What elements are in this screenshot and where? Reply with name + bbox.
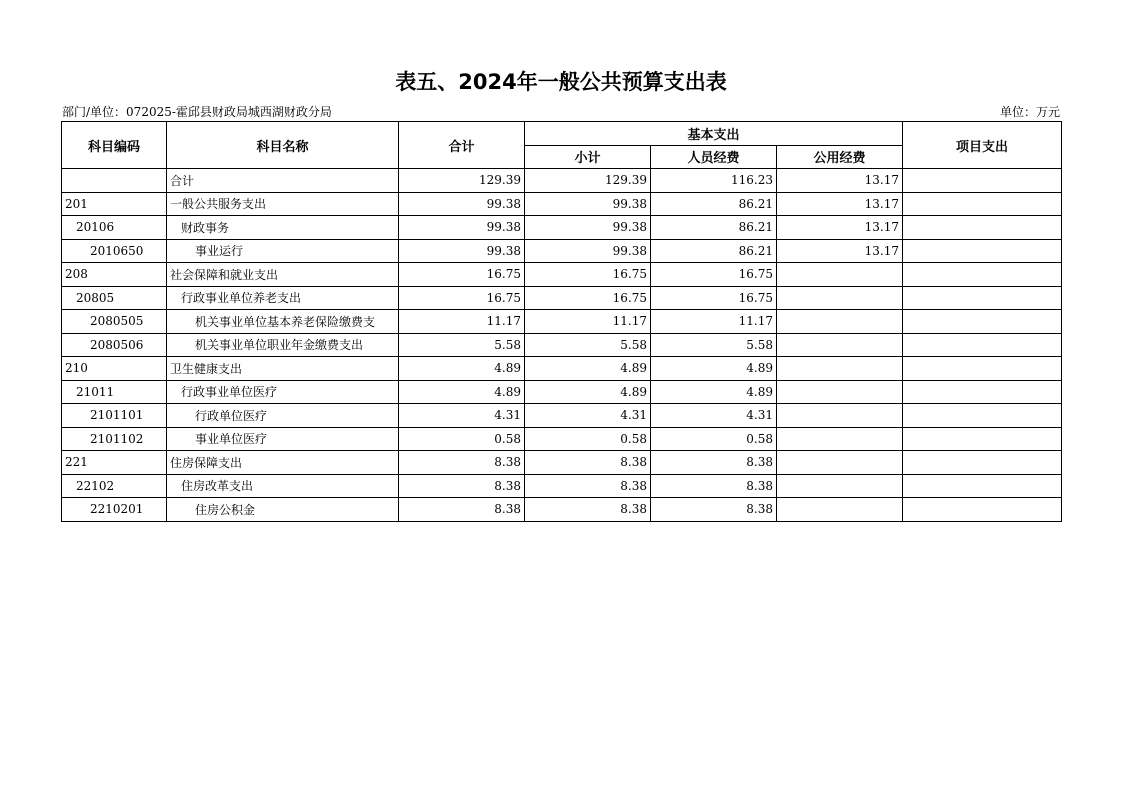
cell-public (777, 404, 903, 428)
cell-public (777, 263, 903, 287)
cell-total: 4.31 (399, 404, 525, 428)
cell-public (777, 451, 903, 475)
cell-subtotal: 99.38 (525, 192, 651, 216)
table-row (62, 263, 1062, 287)
cell-subtotal: 99.38 (525, 216, 651, 240)
cell-name: 事业单位医疗 (167, 427, 399, 451)
cell-personnel: 4.89 (651, 357, 777, 381)
cell-public (777, 474, 903, 498)
cell-total: 99.38 (399, 216, 525, 240)
cell-subtotal: 16.75 (525, 286, 651, 310)
cell-total: 99.38 (399, 192, 525, 216)
cell-project (903, 498, 1062, 522)
cell-name: 社会保障和就业支出 (167, 263, 399, 287)
header-basic: 基本支出 (525, 122, 903, 146)
cell-subtotal: 5.58 (525, 333, 651, 357)
cell-project (903, 333, 1062, 357)
cell-subtotal: 99.38 (525, 239, 651, 263)
cell-personnel: 4.89 (651, 380, 777, 404)
cell-personnel: 8.38 (651, 474, 777, 498)
cell-name: 住房改革支出 (167, 474, 399, 498)
cell-project (903, 263, 1062, 287)
cell-code: 210 (62, 357, 167, 381)
cell-name: 一般公共服务支出 (167, 192, 399, 216)
cell-code: 2101101 (62, 404, 167, 428)
cell-name: 财政事务 (167, 216, 399, 240)
header-total: 合计 (399, 122, 525, 169)
cell-code: 208 (62, 263, 167, 287)
cell-project (903, 310, 1062, 334)
cell-personnel: 86.21 (651, 216, 777, 240)
cell-name: 住房保障支出 (167, 451, 399, 475)
cell-personnel: 5.58 (651, 333, 777, 357)
cell-project (903, 239, 1062, 263)
cell-code: 2210201 (62, 498, 167, 522)
header-personnel: 人员经费 (651, 145, 777, 169)
cell-public (777, 380, 903, 404)
table-row (62, 404, 1062, 428)
cell-public: 13.17 (777, 239, 903, 263)
cell-total: 4.89 (399, 357, 525, 381)
header-project: 项目支出 (903, 122, 1062, 169)
table-body (62, 169, 1062, 522)
cell-project (903, 169, 1062, 193)
header-code: 科目编码 (62, 122, 167, 169)
cell-personnel: 0.58 (651, 427, 777, 451)
table-row (62, 286, 1062, 310)
cell-code: 2080505 (62, 310, 167, 334)
cell-project (903, 380, 1062, 404)
cell-code: 21011 (62, 380, 167, 404)
cell-total: 4.89 (399, 380, 525, 404)
cell-project (903, 357, 1062, 381)
cell-total: 16.75 (399, 263, 525, 287)
unit-label: 单位：万元 (999, 105, 1060, 119)
table-row (62, 310, 1062, 334)
cell-project (903, 451, 1062, 475)
table-header (62, 122, 1062, 169)
cell-public (777, 427, 903, 451)
cell-code: 2101102 (62, 427, 167, 451)
cell-public: 13.17 (777, 192, 903, 216)
header-subtotal: 小计 (525, 145, 651, 169)
header-row (62, 122, 1062, 146)
cell-total: 16.75 (399, 286, 525, 310)
cell-public (777, 310, 903, 334)
cell-name: 机关事业单位基本养老保险缴费支 (167, 310, 399, 334)
cell-name: 事业运行 (167, 239, 399, 263)
cell-personnel: 8.38 (651, 498, 777, 522)
cell-total: 99.38 (399, 239, 525, 263)
page-title: 表五、2024年一般公共预算支出表 (395, 70, 727, 94)
table-row (62, 216, 1062, 240)
cell-public (777, 498, 903, 522)
cell-personnel: 86.21 (651, 192, 777, 216)
cell-name: 行政事业单位养老支出 (167, 286, 399, 310)
cell-personnel: 4.31 (651, 404, 777, 428)
table-row (62, 451, 1062, 475)
cell-subtotal: 129.39 (525, 169, 651, 193)
cell-total: 8.38 (399, 451, 525, 475)
cell-code: 221 (62, 451, 167, 475)
cell-code: 20106 (62, 216, 167, 240)
cell-code: 2080506 (62, 333, 167, 357)
cell-personnel: 16.75 (651, 286, 777, 310)
cell-subtotal: 0.58 (525, 427, 651, 451)
table-row (62, 192, 1062, 216)
table-row (62, 239, 1062, 263)
cell-public (777, 333, 903, 357)
cell-personnel: 11.17 (651, 310, 777, 334)
cell-project (903, 192, 1062, 216)
cell-personnel: 86.21 (651, 239, 777, 263)
cell-code: 20805 (62, 286, 167, 310)
cell-name: 合计 (167, 169, 399, 193)
cell-subtotal: 8.38 (525, 474, 651, 498)
table-row (62, 169, 1062, 193)
cell-total: 11.17 (399, 310, 525, 334)
cell-name: 行政单位医疗 (167, 404, 399, 428)
cell-code (62, 169, 167, 193)
table-row (62, 427, 1062, 451)
cell-code: 201 (62, 192, 167, 216)
cell-total: 0.58 (399, 427, 525, 451)
cell-code: 22102 (62, 474, 167, 498)
table-row (62, 498, 1062, 522)
cell-public: 13.17 (777, 216, 903, 240)
cell-name: 机关事业单位职业年金缴费支出 (167, 333, 399, 357)
cell-total: 129.39 (399, 169, 525, 193)
department-label: 部门/单位：072025-霍邱县财政局城西湖财政分局 (62, 105, 332, 119)
cell-project (903, 216, 1062, 240)
cell-total: 5.58 (399, 333, 525, 357)
cell-public (777, 286, 903, 310)
table-row (62, 474, 1062, 498)
cell-total: 8.38 (399, 498, 525, 522)
header-name: 科目名称 (167, 122, 399, 169)
cell-project (903, 404, 1062, 428)
table-row (62, 357, 1062, 381)
cell-name: 住房公积金 (167, 498, 399, 522)
cell-subtotal: 4.89 (525, 357, 651, 381)
cell-personnel: 116.23 (651, 169, 777, 193)
cell-project (903, 427, 1062, 451)
cell-subtotal: 8.38 (525, 451, 651, 475)
budget-table (61, 121, 1062, 522)
cell-name: 行政事业单位医疗 (167, 380, 399, 404)
cell-code: 2010650 (62, 239, 167, 263)
header-public: 公用经费 (777, 145, 903, 169)
cell-subtotal: 11.17 (525, 310, 651, 334)
cell-subtotal: 4.31 (525, 404, 651, 428)
cell-project (903, 474, 1062, 498)
cell-public (777, 357, 903, 381)
cell-subtotal: 8.38 (525, 498, 651, 522)
cell-personnel: 16.75 (651, 263, 777, 287)
cell-total: 8.38 (399, 474, 525, 498)
cell-subtotal: 16.75 (525, 263, 651, 287)
cell-personnel: 8.38 (651, 451, 777, 475)
cell-name: 卫生健康支出 (167, 357, 399, 381)
cell-subtotal: 4.89 (525, 380, 651, 404)
table-row (62, 333, 1062, 357)
cell-project (903, 286, 1062, 310)
table-row (62, 380, 1062, 404)
cell-public: 13.17 (777, 169, 903, 193)
